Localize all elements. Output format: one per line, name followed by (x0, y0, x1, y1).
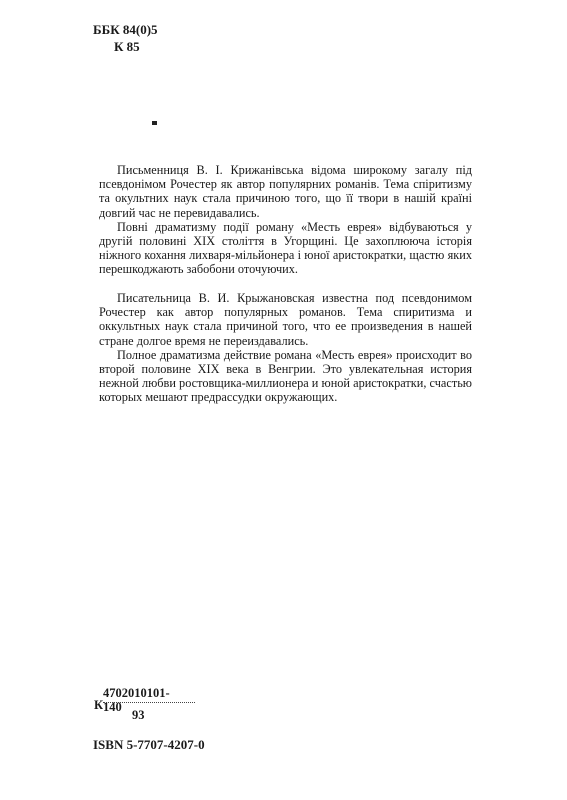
author-mark: К 85 (114, 39, 140, 54)
catalog-code-numerator: 4702010101-140 (103, 686, 170, 714)
annotation-russian-p2: Полное драматизма действие романа «Месть еврея» происходит во второй половине XIX века в Венгрии. Это увлекательная история нежной любви ростовщика-миллионера и юной аристократки, счастью которых мешают предрассудки окружающих. (99, 347, 472, 405)
annotation-ukrainian (99, 163, 472, 277)
isbn: ISBN 5-7707-4207-0 (93, 737, 205, 752)
catalog-code-denominator: 93 (132, 708, 145, 722)
annotation-russian (99, 291, 472, 405)
annotation-ukrainian-p2: Повні драматизму події роману «Месть еврея» відбуваються у другій половині XIX століття в Угорщині. Це захоплююча історія ніжного кохання лихваря-мільйонера і юної аристократки, щастю яких перешкоджають забобони оточуючих. (99, 219, 472, 277)
annotation-ukrainian-p1: Письменниця В. І. Крижанівська відома широкому загалу під псевдонімом Рочестер як автор популярних романів. Тема спіритизму та окультних наук стала причиною того, що її твори в нашій країні довгий час не перевидавались. (99, 163, 472, 220)
bbk-classification (93, 21, 158, 55)
bbk-code: ББК 84(0)5 (93, 22, 158, 37)
print-mark (152, 121, 157, 125)
catalog-code-prefix: К (94, 698, 104, 712)
annotation-russian-p1: Писательница В. И. Крыжановская известна под псевдонимом Рочестер как автор популярных романов. Тема спиритизма и оккультных наук стала причиной того, что ее произведения в нашей стране долгое время не переиздавались. (99, 291, 472, 348)
catalog-code-divider (103, 702, 195, 703)
